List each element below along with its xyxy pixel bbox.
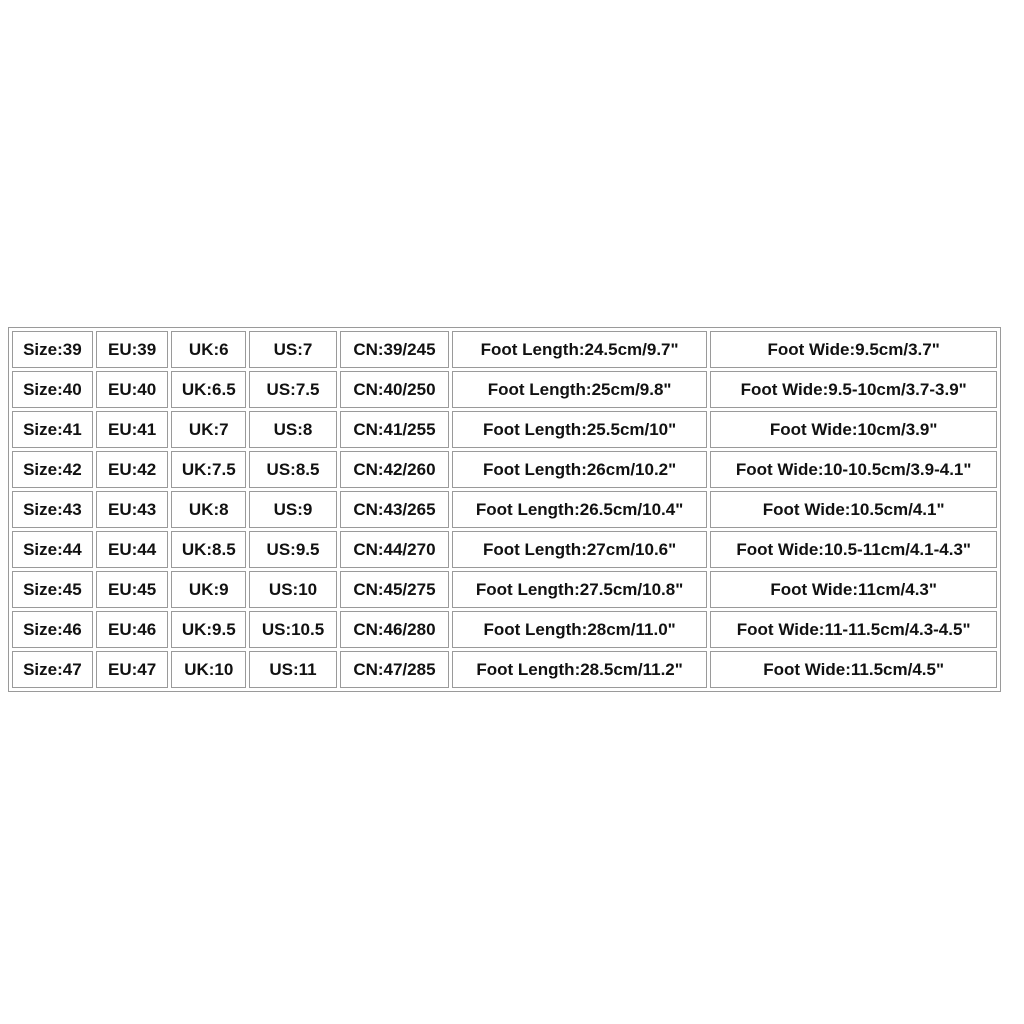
us-size-cell: US:9.5 <box>249 531 337 568</box>
eu-size-cell: EU:41 <box>96 411 169 448</box>
foot-length-cell: Foot Length:28.5cm/11.2" <box>452 651 707 688</box>
table-row <box>12 371 997 408</box>
eu-size-cell: EU:46 <box>96 611 169 648</box>
uk-size-cell: UK:6 <box>171 331 246 368</box>
foot-width-cell: Foot Wide:10-10.5cm/3.9-4.1" <box>710 451 997 488</box>
uk-size-cell: UK:7.5 <box>171 451 246 488</box>
eu-size-cell: EU:44 <box>96 531 169 568</box>
foot-width-cell: Foot Wide:11.5cm/4.5" <box>710 651 997 688</box>
foot-width-cell: Foot Wide:11-11.5cm/4.3-4.5" <box>710 611 997 648</box>
table-row <box>12 531 997 568</box>
size-cell: Size:46 <box>12 611 93 648</box>
uk-size-cell: UK:6.5 <box>171 371 246 408</box>
cn-size-cell: CN:40/250 <box>340 371 449 408</box>
foot-width-cell: Foot Wide:10.5-11cm/4.1-4.3" <box>710 531 997 568</box>
us-size-cell: US:7 <box>249 331 337 368</box>
table-row <box>12 491 997 528</box>
eu-size-cell: EU:42 <box>96 451 169 488</box>
us-size-cell: US:9 <box>249 491 337 528</box>
foot-length-cell: Foot Length:26.5cm/10.4" <box>452 491 707 528</box>
uk-size-cell: UK:10 <box>171 651 246 688</box>
foot-width-cell: Foot Wide:11cm/4.3" <box>710 571 997 608</box>
foot-width-cell: Foot Wide:10.5cm/4.1" <box>710 491 997 528</box>
table-row <box>12 451 997 488</box>
size-cell: Size:41 <box>12 411 93 448</box>
eu-size-cell: EU:45 <box>96 571 169 608</box>
eu-size-cell: EU:47 <box>96 651 169 688</box>
us-size-cell: US:10.5 <box>249 611 337 648</box>
foot-length-cell: Foot Length:24.5cm/9.7" <box>452 331 707 368</box>
cn-size-cell: CN:39/245 <box>340 331 449 368</box>
us-size-cell: US:7.5 <box>249 371 337 408</box>
uk-size-cell: UK:9.5 <box>171 611 246 648</box>
foot-length-cell: Foot Length:27.5cm/10.8" <box>452 571 707 608</box>
size-cell: Size:42 <box>12 451 93 488</box>
size-cell: Size:40 <box>12 371 93 408</box>
foot-width-cell: Foot Wide:10cm/3.9" <box>710 411 997 448</box>
size-cell: Size:43 <box>12 491 93 528</box>
foot-length-cell: Foot Length:28cm/11.0" <box>452 611 707 648</box>
uk-size-cell: UK:9 <box>171 571 246 608</box>
table-row <box>12 331 997 368</box>
size-chart-table <box>8 327 1001 692</box>
foot-width-cell: Foot Wide:9.5cm/3.7" <box>710 331 997 368</box>
cn-size-cell: CN:45/275 <box>340 571 449 608</box>
foot-length-cell: Foot Length:27cm/10.6" <box>452 531 707 568</box>
eu-size-cell: EU:43 <box>96 491 169 528</box>
size-cell: Size:47 <box>12 651 93 688</box>
cn-size-cell: CN:44/270 <box>340 531 449 568</box>
foot-width-cell: Foot Wide:9.5-10cm/3.7-3.9" <box>710 371 997 408</box>
cn-size-cell: CN:42/260 <box>340 451 449 488</box>
us-size-cell: US:8 <box>249 411 337 448</box>
table-row <box>12 651 997 688</box>
cn-size-cell: CN:47/285 <box>340 651 449 688</box>
table-row <box>12 611 997 648</box>
us-size-cell: US:11 <box>249 651 337 688</box>
us-size-cell: US:10 <box>249 571 337 608</box>
foot-length-cell: Foot Length:25.5cm/10" <box>452 411 707 448</box>
uk-size-cell: UK:8 <box>171 491 246 528</box>
uk-size-cell: UK:8.5 <box>171 531 246 568</box>
eu-size-cell: EU:39 <box>96 331 169 368</box>
size-cell: Size:39 <box>12 331 93 368</box>
us-size-cell: US:8.5 <box>249 451 337 488</box>
table-row <box>12 411 997 448</box>
uk-size-cell: UK:7 <box>171 411 246 448</box>
foot-length-cell: Foot Length:26cm/10.2" <box>452 451 707 488</box>
size-cell: Size:44 <box>12 531 93 568</box>
foot-length-cell: Foot Length:25cm/9.8" <box>452 371 707 408</box>
cn-size-cell: CN:41/255 <box>340 411 449 448</box>
cn-size-cell: CN:46/280 <box>340 611 449 648</box>
cn-size-cell: CN:43/265 <box>340 491 449 528</box>
eu-size-cell: EU:40 <box>96 371 169 408</box>
size-cell: Size:45 <box>12 571 93 608</box>
table-row <box>12 571 997 608</box>
